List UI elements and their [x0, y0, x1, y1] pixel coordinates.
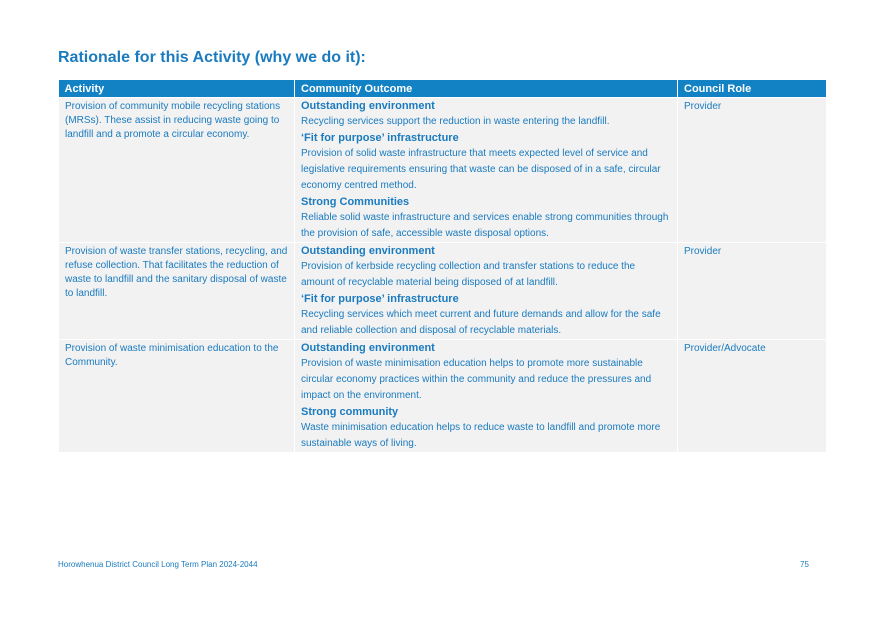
header-council-role: Council Role [678, 80, 827, 98]
table-header-row [59, 80, 827, 98]
outcome-heading: ‘Fit for purpose’ infrastructure [301, 132, 459, 144]
role-cell: Provider/Advocate [678, 340, 827, 453]
outcome-text: Waste minimisation education helps to reduce waste to landfill and promote more sustainable ways of living. [301, 422, 661, 449]
outcome-text: Recycling services support the reduction in waste entering the landfill. [301, 116, 610, 127]
outcome-cell [295, 98, 678, 243]
activity-cell: Provision of community mobile recycling stations (MRSs). These assist in reducing waste going to landfill and a promote a circular economy. [59, 98, 295, 243]
rationale-table [58, 80, 827, 453]
table-row [59, 340, 827, 453]
outcome-heading: Strong Communities [301, 196, 410, 208]
activity-cell: Provision of waste minimisation education to the Community. [59, 340, 295, 453]
page-number: 75 [800, 560, 809, 569]
outcome-heading: Outstanding environment [301, 100, 435, 112]
table-row [59, 243, 827, 340]
outcome-cell [295, 243, 678, 340]
outcome-text: Provision of kerbside recycling collection and transfer stations to reduce the amount of recyclable material being disposed of at landfill. [301, 261, 636, 288]
outcome-cell [295, 340, 678, 453]
outcome-text: Provision of solid waste infrastructure that meets expected level of service and legislative requirements ensuring that waste can be disposed of in a safe, circular economy centred method. [301, 148, 661, 191]
role-cell: Provider [678, 243, 827, 340]
outcome-text: Recycling services which meet current and future demands and allow for the safe and reliable collection and disposal of recyclable materials. [301, 309, 661, 336]
outcome-heading: Outstanding environment [301, 342, 435, 354]
activity-cell: Provision of waste transfer stations, recycling, and refuse collection. That facilitates the reduction of waste to landfill and the sanitary disposal of waste to landfill. [59, 243, 295, 340]
table-row [59, 98, 827, 243]
role-cell: Provider [678, 98, 827, 243]
footer-document-title: Horowhenua District Council Long Term Plan 2024-2044 [58, 560, 258, 569]
outcome-heading: Outstanding environment [301, 245, 435, 257]
page-title: Rationale for this Activity (why we do it): [58, 49, 366, 66]
outcome-text: Reliable solid waste infrastructure and services enable strong communities through the provision of safe, accessible waste disposal options. [301, 212, 669, 239]
outcome-heading: Strong community [301, 406, 399, 418]
header-activity: Activity [59, 80, 295, 98]
outcome-heading: ‘Fit for purpose’ infrastructure [301, 293, 459, 305]
outcome-text: Provision of waste minimisation education helps to promote more sustainable circular economy practices within the community and reduce the pressures and impact on the environment. [301, 358, 652, 401]
header-community-outcome: Community Outcome [295, 80, 678, 98]
